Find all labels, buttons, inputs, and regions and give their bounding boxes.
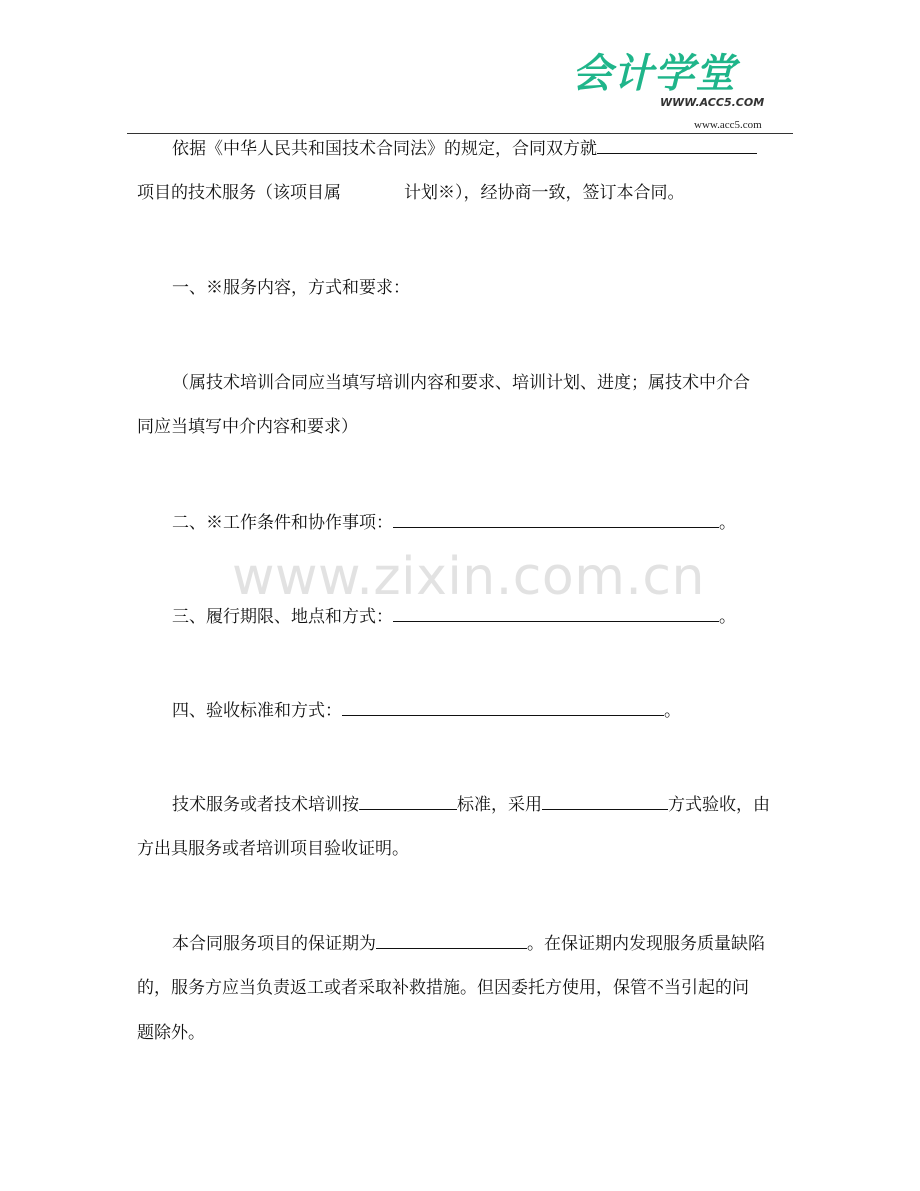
warranty-text-a2: 。在保证期内发现服务质量缺陷 — [527, 934, 765, 954]
watermark: www.zixin.com.cn — [232, 547, 705, 607]
blank-standard[interactable] — [359, 793, 457, 810]
section-4-heading: 四、验收标准和方式： — [172, 701, 342, 721]
acceptance-line-1 — [172, 793, 770, 816]
acceptance-text-a1: 技术服务或者技术培训按 — [172, 795, 359, 815]
intro-text-b2: 计划※），经协商一致，签订本合同。 — [404, 183, 685, 203]
period-mark: 。 — [719, 607, 736, 627]
acceptance-text-a2: 标准，采用 — [457, 795, 542, 815]
note-line-2: 同应当填写中介内容和要求） — [137, 417, 358, 437]
section-3-heading: 三、履行期限、地点和方式： — [172, 607, 393, 627]
blank-project-field[interactable] — [597, 137, 757, 154]
warranty-line-1 — [172, 932, 765, 955]
section-3-line — [172, 605, 736, 628]
warranty-line-3: 题除外。 — [137, 1023, 205, 1043]
period-mark: 。 — [664, 701, 681, 721]
header-url: www.acc5.com — [694, 119, 762, 131]
logo-subtext: WWW.ACC5.COM — [660, 96, 765, 109]
acceptance-text-a3: 方式验收，由 — [668, 795, 770, 815]
warranty-line-2: 的，服务方应当负责返工或者采取补救措施。但因委托方使用，保管不当引起的问 — [137, 978, 749, 998]
section-2-line — [172, 511, 736, 534]
acceptance-line-2: 方出具服务或者培训项目验收证明。 — [137, 839, 409, 859]
brand-logo — [572, 50, 784, 118]
intro-text-b1: 项目的技术服务（该项目属 — [137, 183, 341, 203]
blank-acceptance[interactable] — [342, 699, 664, 716]
blank-method[interactable] — [542, 793, 668, 810]
blank-warranty-period[interactable] — [376, 932, 527, 949]
warranty-text-a1: 本合同服务项目的保证期为 — [172, 934, 376, 954]
period-mark: 。 — [719, 513, 736, 533]
blank-work-conditions[interactable] — [393, 511, 719, 528]
section-4-line — [172, 699, 681, 722]
intro-line-1 — [172, 137, 757, 160]
section-2-heading: 二、※工作条件和协作事项： — [172, 513, 393, 533]
header-divider — [127, 133, 793, 134]
blank-term-place[interactable] — [393, 605, 719, 622]
section-1-heading: 一、※服务内容，方式和要求： — [172, 278, 410, 298]
intro-text-a: 依据《中华人民共和国技术合同法》的规定，合同双方就 — [172, 139, 597, 159]
note-line-1: （属技术培训合同应当填写培训内容和要求、培训计划、进度；属技术中介合 — [172, 373, 750, 393]
intro-line-2 — [137, 182, 685, 204]
logo-text: 会计学堂 — [572, 51, 736, 97]
